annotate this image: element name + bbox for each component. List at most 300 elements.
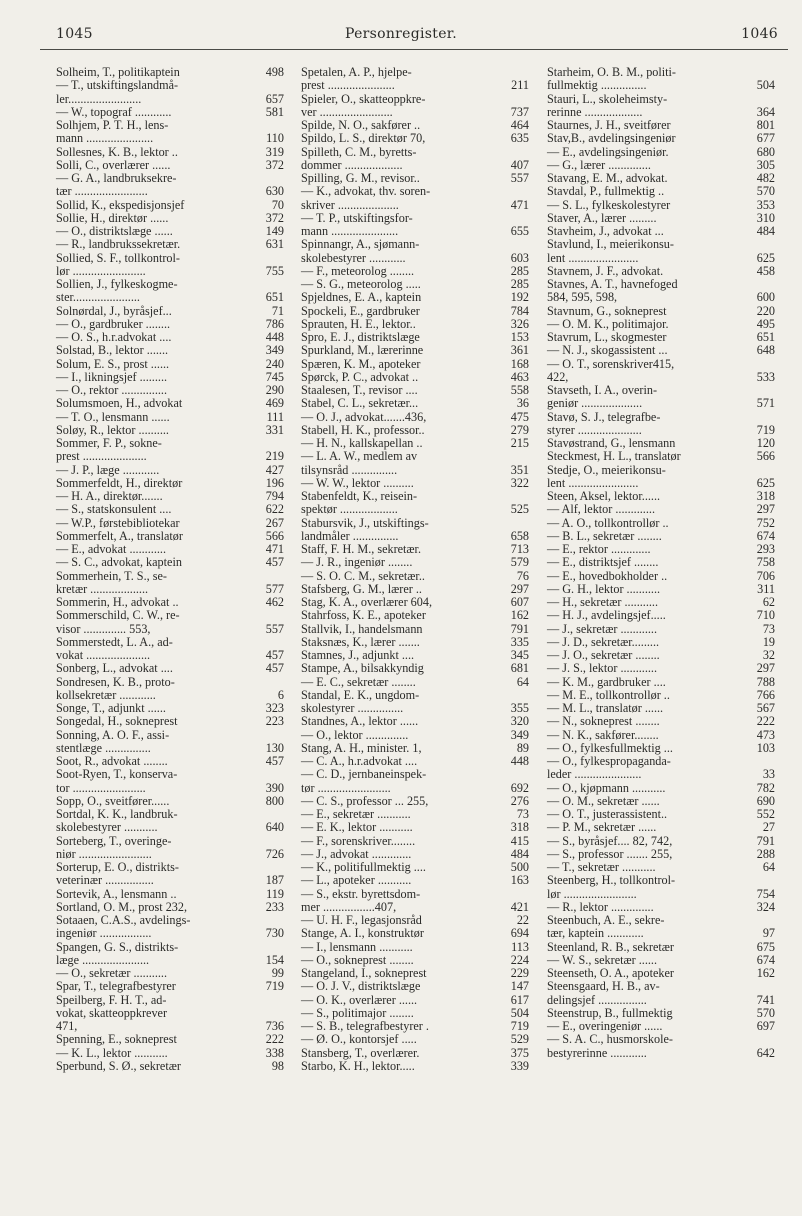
entry-text: Stauri, L., skoleheimsty- bbox=[547, 91, 668, 106]
entry-text: — I., likningsjef ......... bbox=[56, 369, 168, 384]
index-entry bbox=[547, 132, 775, 145]
entry-text: Speilberg, F. H. T., ad- bbox=[56, 992, 167, 1007]
entry-text: Steenstrup, B., fullmektig bbox=[547, 1005, 673, 1020]
entry-text: Sortland, O. M., prost 232, bbox=[56, 899, 188, 914]
entry-text: Sommerin, H., advokat .. bbox=[56, 595, 179, 609]
entry-page-number: 617 bbox=[510, 992, 529, 1007]
entry-text: Soot-Ryen, T., konserva- bbox=[56, 767, 178, 782]
index-entry bbox=[301, 331, 529, 344]
entry-text: lent ....................... bbox=[547, 250, 639, 265]
entry-page-number: 500 bbox=[510, 860, 529, 874]
index-entry bbox=[56, 702, 284, 715]
index-entry bbox=[547, 517, 775, 530]
index-entry bbox=[301, 676, 529, 689]
entry-text: — O., fylkesfullmektig ... bbox=[547, 740, 673, 755]
entry-page-number: 223 bbox=[265, 714, 284, 729]
index-column-1 bbox=[56, 66, 284, 1073]
entry-page-number: 305 bbox=[756, 157, 775, 172]
entry-page-number: 229 bbox=[510, 966, 529, 980]
index-entry bbox=[301, 848, 529, 861]
index-entry bbox=[301, 490, 529, 517]
entry-text: Sorteberg, T., overinge- bbox=[56, 833, 172, 848]
entry-page-number: 755 bbox=[265, 263, 284, 278]
entry-page-number: 73 bbox=[516, 807, 529, 821]
entry-text: — C. S., professor ... 255, bbox=[301, 793, 429, 808]
index-entry bbox=[547, 344, 775, 357]
entry-text: Staksnæs, K., lærer ....... bbox=[301, 634, 420, 649]
index-entry bbox=[301, 146, 529, 173]
entry-text: — M. E., tollkontrollør .. bbox=[547, 687, 670, 702]
entry-page-number: 415 bbox=[510, 833, 529, 848]
index-entry bbox=[56, 941, 284, 968]
index-entry bbox=[547, 742, 775, 755]
entry-text: — L., apoteker ........... bbox=[301, 873, 412, 888]
entry-page-number: 622 bbox=[265, 502, 284, 517]
entry-text: Sortdal, K. K., landbruk- bbox=[56, 807, 178, 821]
index-entry bbox=[301, 623, 529, 636]
entry-page-number: 297 bbox=[756, 661, 775, 676]
entry-page-number: 674 bbox=[756, 952, 775, 967]
entry-text: — O., fylkespropaganda- bbox=[547, 754, 671, 768]
entry-text: Stang, A. H., minister. 1, bbox=[301, 740, 422, 755]
entry-page-number: 504 bbox=[756, 78, 775, 93]
index-entry bbox=[301, 265, 529, 278]
entry-page-number: 335 bbox=[510, 634, 529, 649]
entry-text: — O., sokneprest ........ bbox=[301, 952, 414, 967]
entry-text: tær, kaptein ............ bbox=[547, 926, 644, 941]
entry-page-number: 99 bbox=[271, 966, 284, 980]
entry-text: Stahrfoss, K. E., apoteker bbox=[301, 608, 426, 623]
entry-text: Staver, A., lærer ......... bbox=[547, 210, 657, 225]
index-entry bbox=[301, 93, 529, 120]
index-entry bbox=[301, 861, 529, 874]
entry-text: Solli, C., overlærer ...... bbox=[56, 157, 171, 172]
entry-text: — W. W., lektor .......... bbox=[301, 475, 414, 490]
index-entry bbox=[547, 662, 775, 675]
entry-page-number: 457 bbox=[265, 661, 284, 676]
index-entry bbox=[547, 437, 775, 450]
entry-text: Spæren, K. M., apoteker bbox=[301, 356, 421, 371]
index-entry bbox=[56, 530, 284, 543]
entry-text: — S., professor ....... 255, bbox=[547, 846, 673, 861]
entry-text: Sprauten, H. E., lektor.. bbox=[301, 316, 416, 331]
entry-text: Spjeldnes, E. A., kaptein bbox=[301, 290, 422, 305]
entry-text: — S. B., telegrafbestyrer . bbox=[301, 1019, 429, 1033]
entry-text: — E., hovedbokholder .. bbox=[547, 568, 668, 583]
entry-text: — O. M. K., politimajor. bbox=[547, 316, 669, 331]
entry-text: Spar, T., telegrafbestyrer bbox=[56, 979, 176, 994]
entry-text: Spinnangr, A., sjømann- bbox=[301, 237, 420, 252]
entry-text: Songe, T., adjunkt ...... bbox=[56, 701, 166, 715]
entry-page-number: 240 bbox=[265, 356, 284, 371]
entry-page-number: 713 bbox=[510, 542, 529, 556]
entry-text: bestyrerinne ............ bbox=[547, 1045, 647, 1060]
entry-text: Sommerfelt, A., translatør bbox=[56, 528, 183, 543]
entry-text: Stangeland, I., sokneprest bbox=[301, 966, 427, 980]
index-entry bbox=[301, 927, 529, 940]
index-entry bbox=[56, 1033, 284, 1046]
index-entry bbox=[56, 397, 284, 410]
entry-text: Sommer, F. P., sokne- bbox=[56, 436, 162, 450]
index-entry bbox=[547, 848, 775, 861]
index-entry bbox=[547, 146, 775, 159]
entry-page-number: 427 bbox=[265, 462, 284, 477]
entry-page-number: 577 bbox=[265, 581, 284, 596]
index-entry bbox=[56, 994, 284, 1034]
index-entry bbox=[547, 623, 775, 636]
entry-text: — O. T., justerassistent.. bbox=[547, 807, 668, 821]
entry-page-number: 339 bbox=[510, 1058, 529, 1073]
entry-text: Soløy, R., lektor .......... bbox=[56, 422, 169, 437]
entry-text: skriver .................... bbox=[301, 197, 399, 212]
entry-page-number: 224 bbox=[510, 952, 529, 967]
entry-text: — J. D., sekretær......... bbox=[547, 634, 660, 649]
entry-page-number: 98 bbox=[271, 1058, 284, 1073]
entry-text: Stavrum, L., skogmester bbox=[547, 330, 667, 344]
entry-page-number: 324 bbox=[756, 899, 775, 914]
entry-page-number: 154 bbox=[265, 952, 284, 967]
entry-text: — E., distriktsjef ........ bbox=[547, 555, 659, 570]
entry-text: leder ...................... bbox=[547, 767, 642, 782]
entry-page-number: 33 bbox=[762, 767, 775, 782]
entry-page-number: 293 bbox=[756, 542, 775, 556]
page-title: Personregister. bbox=[344, 26, 457, 42]
index-entry bbox=[56, 901, 284, 914]
index-entry bbox=[301, 477, 529, 490]
entry-page-number: 192 bbox=[510, 290, 529, 305]
entry-text: Solum, E. S., prost ...... bbox=[56, 356, 170, 371]
entry-text: 584, 595, 598, bbox=[547, 290, 618, 305]
index-entry bbox=[56, 490, 284, 503]
entry-page-number: 153 bbox=[510, 330, 529, 344]
entry-text: Solhjem, P. T. H., lens- bbox=[56, 118, 169, 132]
index-entry bbox=[301, 662, 529, 675]
entry-page-number: 457 bbox=[265, 648, 284, 662]
entry-text: Sommerstedt, L. A., ad- bbox=[56, 634, 173, 649]
entry-text: — G., lærer .............. bbox=[547, 157, 651, 172]
entry-text: — O., distriktslæge ...... bbox=[56, 224, 173, 238]
entry-page-number: 800 bbox=[265, 793, 284, 808]
entry-page-number: 558 bbox=[510, 383, 529, 397]
index-entry bbox=[547, 238, 775, 265]
entry-page-number: 794 bbox=[265, 489, 284, 503]
index-entry bbox=[56, 543, 284, 556]
entry-text: niør ........................ bbox=[56, 846, 152, 861]
entry-text: Stavdal, P., fullmektig .. bbox=[547, 184, 665, 199]
entry-page-number: 375 bbox=[510, 1045, 529, 1060]
index-entry bbox=[547, 450, 775, 463]
entry-page-number: 421 bbox=[510, 899, 529, 914]
index-entry bbox=[56, 212, 284, 225]
index-entry bbox=[56, 715, 284, 728]
index-entry bbox=[547, 503, 775, 516]
index-entry bbox=[56, 305, 284, 318]
entry-text: Sollied, S. F., tollkontrol- bbox=[56, 250, 180, 265]
entry-page-number: 162 bbox=[756, 966, 775, 980]
index-entry bbox=[547, 305, 775, 318]
entry-page-number: 464 bbox=[510, 118, 529, 132]
entry-text: lør ........................ bbox=[56, 263, 146, 278]
entry-page-number: 677 bbox=[756, 131, 775, 146]
entry-text: — G. H., lektor ........... bbox=[547, 581, 661, 596]
entry-page-number: 730 bbox=[265, 926, 284, 941]
index-entry bbox=[547, 941, 775, 954]
entry-text: Spro, E. J., distriktslæge bbox=[301, 330, 420, 344]
entry-page-number: 89 bbox=[516, 740, 529, 755]
entry-page-number: 791 bbox=[756, 833, 775, 848]
index-entry bbox=[547, 914, 775, 941]
index-entry bbox=[547, 689, 775, 702]
entry-page-number: 120 bbox=[756, 436, 775, 450]
index-entry bbox=[301, 596, 529, 609]
entry-page-number: 168 bbox=[510, 356, 529, 371]
entry-page-number: 6 bbox=[277, 687, 284, 702]
entry-page-number: 103 bbox=[756, 740, 775, 755]
entry-page-number: 285 bbox=[510, 277, 529, 291]
entry-text: — L. A. W., medlem av bbox=[301, 449, 418, 464]
index-entry bbox=[56, 119, 284, 146]
entry-page-number: 741 bbox=[756, 992, 775, 1007]
entry-text: landmåler ............... bbox=[301, 528, 399, 543]
entry-page-number: 458 bbox=[756, 263, 775, 278]
index-entry bbox=[547, 1020, 775, 1033]
index-entry bbox=[547, 808, 775, 821]
entry-text: Sonning, A. O. F., assi- bbox=[56, 727, 170, 742]
index-entry bbox=[301, 384, 529, 397]
index-entry bbox=[301, 689, 529, 716]
entry-page-number: 658 bbox=[510, 528, 529, 543]
entry-text: — T., sekretær ........... bbox=[547, 860, 656, 874]
index-entry bbox=[547, 583, 775, 596]
index-entry bbox=[301, 967, 529, 980]
entry-page-number: 215 bbox=[510, 436, 529, 450]
index-entry bbox=[56, 835, 284, 862]
entry-text: — O. K., overlærer ...... bbox=[301, 992, 418, 1007]
entry-text: ingeniør ................. bbox=[56, 926, 152, 941]
entry-text: — S. O. C. M., sekretær.. bbox=[301, 568, 425, 583]
entry-text: fullmektig ............... bbox=[547, 78, 647, 93]
entry-text: Sollesnes, K. B., lektor .. bbox=[56, 144, 178, 159]
entry-text: spektør ................... bbox=[301, 502, 398, 517]
entry-page-number: 267 bbox=[265, 515, 284, 530]
index-entry bbox=[56, 503, 284, 516]
entry-page-number: 457 bbox=[265, 555, 284, 570]
entry-text: 422, bbox=[547, 369, 569, 384]
index-entry bbox=[56, 795, 284, 808]
index-entry bbox=[301, 1020, 529, 1033]
entry-page-number: 557 bbox=[265, 621, 284, 636]
entry-text: — C. D., jernbaneinspek- bbox=[301, 767, 427, 782]
entry-page-number: 19 bbox=[762, 634, 775, 649]
index-entry bbox=[56, 729, 284, 756]
entry-text: — I., lensmann ........... bbox=[301, 939, 413, 954]
entry-page-number: 211 bbox=[511, 78, 529, 93]
index-entry bbox=[547, 1007, 775, 1020]
entry-page-number: 279 bbox=[510, 422, 529, 437]
entry-text: ler........................ bbox=[56, 91, 142, 106]
entry-page-number: 567 bbox=[756, 701, 775, 715]
entry-page-number: 473 bbox=[756, 727, 775, 742]
index-entry bbox=[301, 1060, 529, 1073]
entry-text: Stav,B., avdelingsingeniør bbox=[547, 131, 676, 146]
index-entry bbox=[301, 994, 529, 1007]
index-entry bbox=[301, 649, 529, 662]
entry-text: Starbo, K. H., lektor..... bbox=[301, 1058, 415, 1073]
index-entry bbox=[547, 861, 775, 874]
entry-text: — G. A., landbruksekre- bbox=[56, 171, 177, 185]
entry-text: Standal, E. K., ungdom- bbox=[301, 687, 420, 702]
entry-text: Sopp, O., sveitfører...... bbox=[56, 793, 170, 808]
entry-page-number: 475 bbox=[510, 409, 529, 424]
entry-page-number: 62 bbox=[762, 595, 775, 609]
entry-text: Sonberg, L., advokat .... bbox=[56, 661, 173, 676]
entry-page-number: 64 bbox=[516, 674, 529, 689]
index-entry bbox=[301, 755, 529, 768]
entry-page-number: 70 bbox=[271, 197, 284, 212]
entry-text: ver ........................ bbox=[301, 104, 393, 119]
entry-page-number: 651 bbox=[756, 330, 775, 344]
entry-text: Stansberg, T., overlærer. bbox=[301, 1045, 420, 1060]
entry-page-number: 754 bbox=[756, 886, 775, 901]
entry-text: Stavheim, J., advokat ... bbox=[547, 224, 664, 238]
index-entry bbox=[547, 199, 775, 212]
index-entry bbox=[547, 715, 775, 728]
entry-text: Spildo, L. S., direktør 70, bbox=[301, 131, 426, 146]
entry-page-number: 331 bbox=[265, 422, 284, 437]
entry-page-number: 600 bbox=[756, 290, 775, 305]
entry-text: — O. S., h.r.advokat .... bbox=[56, 330, 172, 344]
index-entry bbox=[547, 609, 775, 622]
index-entry bbox=[301, 1047, 529, 1060]
entry-text: Starheim, O. B. M., politi- bbox=[547, 65, 676, 79]
index-entry bbox=[301, 874, 529, 887]
entry-text: — R., lektor .............. bbox=[547, 899, 654, 914]
index-entry bbox=[301, 543, 529, 556]
entry-text: — J., sekretær ............ bbox=[547, 621, 658, 636]
entry-text: lent ....................... bbox=[547, 475, 639, 490]
entry-page-number: 525 bbox=[510, 502, 529, 517]
index-entry bbox=[56, 570, 284, 597]
entry-text: Solstad, B., lektor ....... bbox=[56, 343, 169, 358]
index-entry bbox=[301, 914, 529, 927]
entry-page-number: 736 bbox=[265, 1019, 284, 1033]
entry-text: — H. N., kallskapellan .. bbox=[301, 436, 423, 450]
index-entry bbox=[301, 450, 529, 477]
entry-text: — O. M., sekretær ...... bbox=[547, 793, 660, 808]
entry-text: Spockeli, E., gardbruker bbox=[301, 303, 420, 318]
entry-text: Soot, R., advokat ........ bbox=[56, 754, 168, 768]
index-entry bbox=[56, 384, 284, 397]
entry-page-number: 484 bbox=[756, 224, 775, 238]
entry-page-number: 692 bbox=[510, 780, 529, 795]
index-entry bbox=[56, 676, 284, 703]
index-entry bbox=[547, 729, 775, 742]
entry-page-number: 630 bbox=[265, 184, 284, 199]
entry-text: — J. P., læge ............ bbox=[56, 462, 160, 477]
entry-text: Songedal, H., sokneprest bbox=[56, 714, 178, 729]
index-entry bbox=[56, 477, 284, 490]
index-entry bbox=[547, 570, 775, 583]
entry-page-number: 318 bbox=[756, 489, 775, 503]
index-entry bbox=[301, 888, 529, 915]
entry-text: — K. M., gardbruker .... bbox=[547, 674, 666, 689]
entry-page-number: 222 bbox=[265, 1032, 284, 1047]
entry-page-number: 113 bbox=[511, 939, 529, 954]
entry-text: kollsekretær ............ bbox=[56, 687, 156, 702]
index-entry bbox=[547, 490, 775, 503]
entry-page-number: 625 bbox=[756, 250, 775, 265]
entry-page-number: 471 bbox=[265, 542, 284, 556]
entry-page-number: 719 bbox=[510, 1019, 529, 1033]
index-entry bbox=[56, 106, 284, 119]
index-entry bbox=[56, 596, 284, 609]
index-entry bbox=[547, 225, 775, 238]
entry-page-number: 648 bbox=[756, 343, 775, 358]
entry-page-number: 651 bbox=[265, 290, 284, 305]
index-entry bbox=[301, 278, 529, 291]
entry-text: — S., ekstr. byrettsdom- bbox=[301, 886, 421, 901]
index-entry bbox=[301, 636, 529, 649]
entry-page-number: 482 bbox=[756, 171, 775, 185]
entry-page-number: 457 bbox=[265, 754, 284, 768]
entry-text: Sommerfeldt, H., direktør bbox=[56, 475, 183, 490]
index-entry bbox=[547, 119, 775, 132]
entry-text: vokat ..................... bbox=[56, 648, 151, 662]
entry-text: — H. J., avdelingsjef..... bbox=[547, 608, 666, 623]
entry-page-number: 706 bbox=[756, 568, 775, 583]
index-entry bbox=[301, 795, 529, 808]
entry-page-number: 462 bbox=[265, 595, 284, 609]
entry-text: — R., landbrukssekretær. bbox=[56, 237, 181, 252]
entry-text: — E., overingeniør ...... bbox=[547, 1019, 663, 1033]
entry-text: Steenbuch, A. E., sekre- bbox=[547, 913, 665, 927]
entry-page-number: 726 bbox=[265, 846, 284, 861]
entry-text: — O., gardbruker ........ bbox=[56, 316, 171, 331]
entry-page-number: 310 bbox=[756, 210, 775, 225]
index-entry bbox=[56, 159, 284, 172]
entry-page-number: 372 bbox=[265, 157, 284, 172]
index-entry bbox=[301, 437, 529, 450]
index-entry bbox=[547, 384, 775, 411]
entry-text: — M. L., translatør ...... bbox=[547, 701, 664, 715]
entry-text: Steckmest, H. L., translatør bbox=[547, 449, 681, 464]
index-entry bbox=[301, 291, 529, 304]
entry-text: Stag, K. A., overlærer 604, bbox=[301, 595, 432, 609]
entry-text: — W.P., førstebibliotekar bbox=[56, 515, 180, 530]
index-entry bbox=[547, 821, 775, 834]
entry-page-number: 681 bbox=[510, 661, 529, 676]
entry-text: — S. A. C., husmorskole- bbox=[547, 1032, 673, 1047]
index-entry bbox=[547, 172, 775, 185]
entry-text: — P. M., sekretær ...... bbox=[547, 820, 657, 835]
entry-page-number: 642 bbox=[756, 1045, 775, 1060]
entry-page-number: 196 bbox=[265, 475, 284, 490]
entry-text: Standnes, A., lektor ...... bbox=[301, 714, 419, 729]
entry-text: — J. R., ingeniør ........ bbox=[301, 555, 413, 570]
entry-text: Sommerhein, T. S., se- bbox=[56, 568, 167, 583]
index-entry bbox=[547, 212, 775, 225]
index-entry bbox=[547, 702, 775, 715]
entry-text: — T. P., utskiftingsfor- bbox=[301, 210, 413, 225]
index-entry bbox=[301, 305, 529, 318]
index-entry bbox=[301, 185, 529, 212]
entry-text: Stavnem, J. F., advokat. bbox=[547, 263, 664, 278]
entry-text: — E., rektor ............. bbox=[547, 542, 651, 556]
entry-page-number: 603 bbox=[510, 250, 529, 265]
entry-page-number: 674 bbox=[756, 528, 775, 543]
entry-page-number: 495 bbox=[756, 316, 775, 331]
entry-text: skolestyrer ............... bbox=[301, 701, 404, 715]
